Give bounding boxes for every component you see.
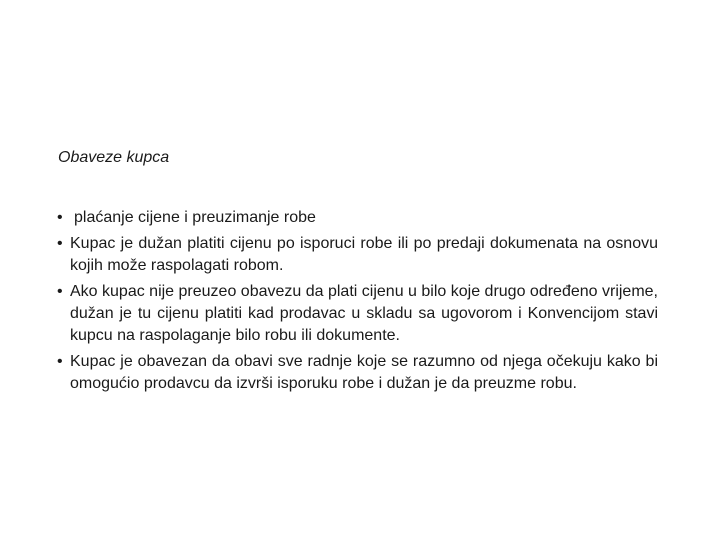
bullet-list — [57, 207, 658, 399]
bullet-text: plaćanje cijene i preuzimanje robe — [74, 209, 316, 226]
bullet-item — [57, 207, 658, 229]
bullet-marker: • — [57, 283, 63, 300]
bullet-item — [57, 351, 658, 395]
bullet-marker: • — [57, 209, 63, 226]
bullet-text: Kupac je dužan platiti cijenu po isporuci robe ili po predaji dokumenata na osnovu kojih može raspolagati robom. — [70, 235, 658, 274]
bullet-marker: • — [57, 353, 63, 370]
bullet-item — [57, 281, 658, 347]
bullet-item — [57, 233, 658, 277]
bullet-marker: • — [57, 235, 63, 252]
section-heading: Obaveze kupca — [58, 149, 170, 166]
bullet-text: Kupac je obavezan da obavi sve radnje koje se razumno od njega očekuju kako bi omogućio prodavcu da izvrši isporuku robe i dužan je da preuzme robu. — [70, 353, 658, 392]
bullet-text: Ako kupac nije preuzeo obavezu da plati cijenu u bilo koje drugo određeno vrijeme, dužan je tu cijenu platiti kad prodavac u skladu sa ugovorom i Konvencijom stavi kupcu na raspolaganje bilo robu ili dokumente. — [70, 283, 658, 344]
